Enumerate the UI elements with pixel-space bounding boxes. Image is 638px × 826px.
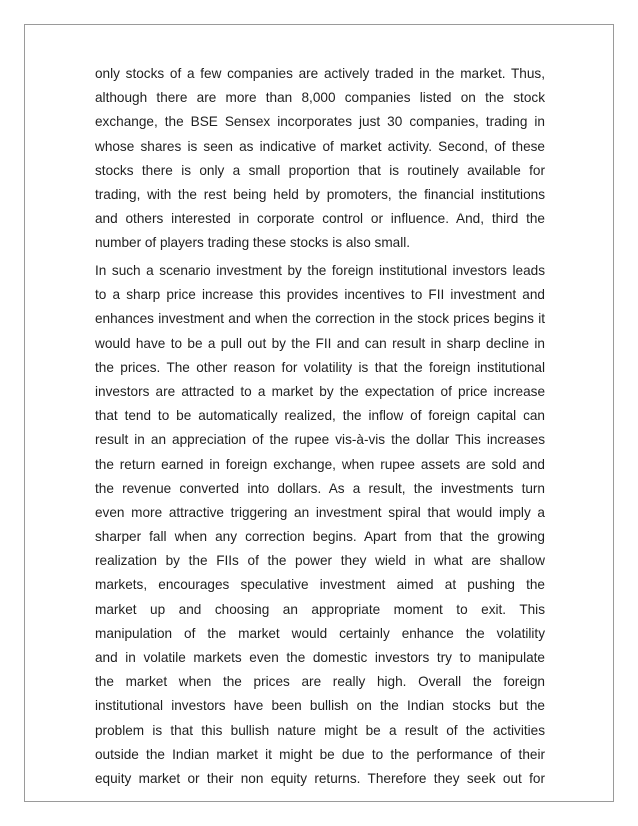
text-line: even more attractive triggering an investment spiral that would imply a [95,504,545,520]
text-line: trading, with the rest being held by promoters, the financial institutions [95,186,545,202]
text-line: manipulation of the market would certainly enhance the volatility [95,625,545,641]
text-line: and others interested in corporate control or influence. And, third the [95,211,545,227]
text-line: the prices. The other reason for volatility is that the foreign institutional [95,359,545,375]
text-line: In such a scenario investment by the foreign institutional investors leads [95,263,545,278]
text-line: although there are more than 8,000 companies listed on the stock [95,90,545,106]
text-line: sharper fall when any correction begins. Apart from that the growing [95,529,545,545]
text-line: to a sharp price increase this provides incentives to FII investment and [95,287,545,303]
text-line: that tend to be automatically realized, the inflow of foreign capital can [95,408,545,424]
text-line: only stocks of a few companies are actively traded in the market. Thus, [95,66,545,81]
text-line: investors are attracted to a market by the expectation of price increase [95,383,545,399]
text-line: would have to be a pull out by the FII and can result in sharp decline in [95,335,545,351]
paragraph-2 [95,259,545,791]
text-line: markets, encourages speculative investment aimed at pushing the [95,577,545,593]
text-line: enhances investment and when the correction in the stock prices begins it [95,311,545,327]
text-line: result in an appreciation of the rupee vis-à-vis the dollar This increases [95,432,545,448]
text-line: the market when the prices are really high. Overall the foreign [95,674,545,690]
text-line: number of players trading these stocks is also small. [95,235,411,251]
text-line: equity market or their non equity returns. Therefore they seek out for [95,770,545,786]
text-line: whose shares is seen as indicative of market activity. Second, of these [95,138,545,154]
text-line: outside the Indian market it might be due to the performance of their [95,746,545,762]
text-line: and in volatile markets even the domestic investors try to manipulate [95,650,545,665]
text-line: stocks there is only a small proportion that is routinely available for [95,162,545,178]
paragraph-1 [95,62,545,256]
text-line: problem is that this bullish nature might be a result of the activities [95,722,545,738]
text-line: exchange, the BSE Sensex incorporates just 30 companies, trading in [95,114,545,130]
text-line: the revenue converted into dollars. As a result, the investments turn [95,480,545,496]
text-line: the return earned in foreign exchange, when rupee assets are sold and [95,456,545,472]
text-line: institutional investors have been bullish on the Indian stocks but the [95,698,545,714]
text-line: market up and choosing an appropriate moment to exit. This [95,601,545,617]
text-line: realization by the FIIs of the power they wield in what are shallow [95,553,545,569]
